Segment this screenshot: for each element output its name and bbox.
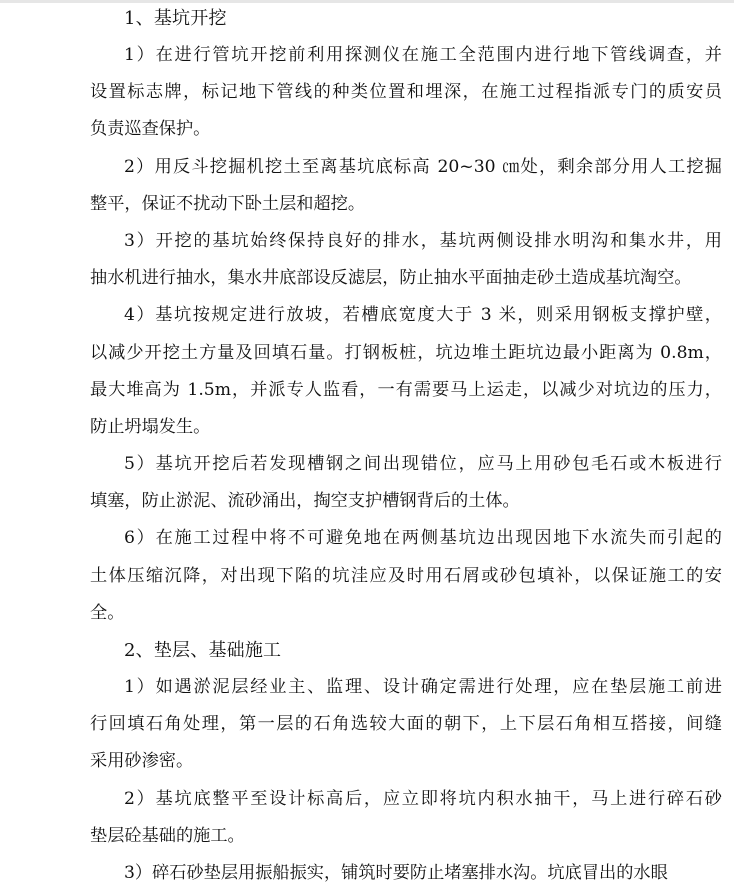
- paragraph: [90, 669, 722, 781]
- text-line: 6）在施工过程中将不可避免地在两侧基坑边出现因地下水流失而引起的: [124, 528, 722, 549]
- paragraph: [90, 520, 722, 632]
- section-heading: 1、基坑开挖: [124, 8, 227, 29]
- text-line: 行回填石角处理，第一层的石角选较大面的朝下，上下层石角相互搭接，间缝: [90, 714, 722, 735]
- text-line: 2）用反斗挖掘机挖土至离基坑底标高 20~30 ㎝处，剩余部分用人工挖掘: [124, 156, 722, 177]
- paragraph: [90, 855, 722, 886]
- text-line: 防止坍塌发生。: [90, 416, 211, 437]
- text-line: 3）开挖的基坑始终保持良好的排水，基坑两侧设排水明沟和集水井，用: [124, 230, 722, 251]
- text-line: 1）在进行管坑开挖前利用探测仪在施工全范围内进行地下管线调查，并: [124, 45, 722, 65]
- paragraph: [90, 781, 722, 855]
- text-line: 土体压缩沉降，对出现下陷的坑洼应及时用石屑或砂包填补，以保证施工的安: [90, 565, 722, 586]
- text-line: 负责巡查保护。: [90, 119, 211, 140]
- paragraph: [90, 37, 722, 149]
- text-line: 设置标志牌，标记地下管线的种类位置和埋深，在施工过程指派专门的质安员: [90, 82, 722, 103]
- text-line: 2）基坑底整平至设计标高后，应立即将坑内积水抽干，马上进行碎石砂: [124, 788, 722, 809]
- paragraph: [90, 297, 722, 446]
- text-line: 3）碎石砂垫层用振船振实，铺筑时要防止堵塞排水沟。坑底冒出的水眼: [124, 862, 668, 883]
- paragraph: [90, 223, 722, 297]
- text-line: 采用砂渗密。: [90, 751, 194, 772]
- text-line: 以减少开挖土方量及回填石量。打钢板桩，坑边堆土距坑边最小距离为 0.8m，: [90, 342, 722, 363]
- text-line: 最大堆高为 1.5m，并派专人监看，一有需要马上运走，以减少对坑边的压力，: [90, 379, 722, 400]
- text-line: 1）如遇淤泥层经业主、监理、设计确定需进行处理，应在垫层施工前进: [124, 677, 722, 697]
- section-heading: 2、垫层、基础施工: [124, 640, 282, 661]
- text-line: 垫层砼基础的施工。: [90, 825, 245, 846]
- document-body: [90, 0, 722, 886]
- text-line: 整平，保证不扰动下卧土层和超挖。: [90, 193, 366, 214]
- text-line: 4）基坑按规定进行放坡，若槽底宽度大于 3 米，则采用钢板支撑护壁，: [124, 305, 722, 326]
- text-line: 抽水机进行抽水，集水井底部设反滤层，防止抽水平面抽走砂土造成基坑淘空。: [90, 268, 692, 289]
- text-line: 填塞，防止淤泥、流砂涌出，掏空支护槽钢背后的土体。: [90, 491, 520, 512]
- paragraph: [90, 149, 722, 223]
- text-line: 全。: [90, 602, 125, 623]
- paragraph: [90, 446, 722, 520]
- text-line: 5）基坑开挖后若发现槽钢之间出现错位，应马上用砂包毛石或木板进行: [124, 454, 722, 475]
